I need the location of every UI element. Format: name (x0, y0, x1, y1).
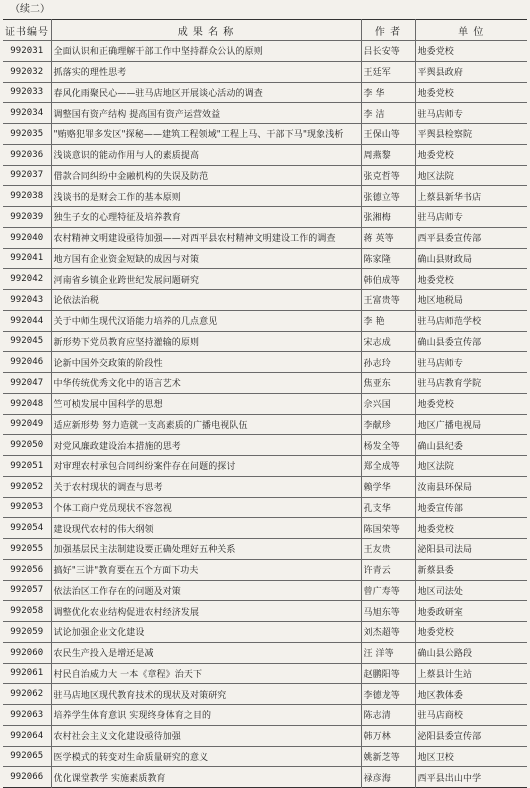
author-cell: 李 洁 (361, 103, 415, 124)
table-row (3, 248, 527, 269)
certificate-number-cell: 992060 (3, 642, 51, 663)
unit-cell: 西平县委宣传部 (415, 227, 527, 248)
certificate-number-cell: 992043 (3, 290, 51, 311)
unit-cell: 汝南县环保局 (415, 476, 527, 497)
author-cell: 王友贵 (361, 539, 415, 560)
table-row (3, 227, 527, 248)
author-cell: 姚新芝等 (361, 746, 415, 767)
certificate-number-cell: 992045 (3, 331, 51, 352)
certificate-number-cell: 992066 (3, 767, 51, 788)
achievement-title-cell: 浅谈意识的能动作用与人的素质提高 (51, 144, 361, 165)
author-cell: 王保山等 (361, 124, 415, 145)
unit-cell: 地委党校 (415, 269, 527, 290)
certificate-number-cell: 992033 (3, 82, 51, 103)
certificate-number-cell: 992052 (3, 476, 51, 497)
unit-cell: 泌阳县司法局 (415, 539, 527, 560)
unit-cell: 地委党校 (415, 622, 527, 643)
unit-cell: 地委党校 (415, 82, 527, 103)
unit-cell: 地区法院 (415, 456, 527, 477)
achievement-title-cell: 关于中师生现代汉语能力培养的几点意见 (51, 310, 361, 331)
certificate-number-cell: 992040 (3, 227, 51, 248)
certificate-number-cell: 992037 (3, 165, 51, 186)
certificate-number-cell: 992050 (3, 435, 51, 456)
achievement-title-cell: 对审理农村承包合同纠纷案件存在问题的探讨 (51, 456, 361, 477)
table-row (3, 767, 527, 788)
unit-cell: 地委党校 (415, 393, 527, 414)
achievement-title-cell: 抓落实的理性思考 (51, 61, 361, 82)
table-row (3, 476, 527, 497)
unit-cell: 上蔡县计生站 (415, 663, 527, 684)
author-cell: 李 艳 (361, 310, 415, 331)
table-row (3, 684, 527, 705)
certificate-number-cell: 992041 (3, 248, 51, 269)
certificate-number-cell: 992044 (3, 310, 51, 331)
achievement-title-cell: 适应新形势 努力造就一支高素质的广播电视队伍 (51, 414, 361, 435)
table-row (3, 186, 527, 207)
table-row (3, 290, 527, 311)
certificate-number-cell: 992064 (3, 725, 51, 746)
author-cell: 李 华 (361, 82, 415, 103)
author-cell: 李德龙等 (361, 684, 415, 705)
certificate-number-cell: 992034 (3, 103, 51, 124)
author-cell: 孔支华 (361, 497, 415, 518)
unit-cell: 确山县公路段 (415, 642, 527, 663)
certificate-number-cell: 992065 (3, 746, 51, 767)
achievement-title-cell: 独生子女的心理特征及培养教育 (51, 207, 361, 228)
certificate-number-cell: 992036 (3, 144, 51, 165)
certificate-number-cell: 992038 (3, 186, 51, 207)
table-row (3, 746, 527, 767)
certificate-number-cell: 992056 (3, 559, 51, 580)
author-cell: 王富贵等 (361, 290, 415, 311)
unit-cell: 地委政研室 (415, 601, 527, 622)
unit-cell: 确山县财政局 (415, 248, 527, 269)
table-header-row (3, 20, 527, 41)
author-cell: 孙志玲 (361, 352, 415, 373)
achievement-title-cell: 加强基层民主法制建设要正确处理好五种关系 (51, 539, 361, 560)
author-cell: 赵鹏阳等 (361, 663, 415, 684)
unit-cell: 地区法院 (415, 165, 527, 186)
author-cell: 杨发全等 (361, 435, 415, 456)
unit-cell: 驻马店教育学院 (415, 373, 527, 394)
certificate-number-cell: 992035 (3, 124, 51, 145)
achievement-title-cell: 中华传统优秀文化中的语言艺术 (51, 373, 361, 394)
table-row (3, 622, 527, 643)
achievement-title-cell: 河南省乡镇企业跨世纪发展问题研究 (51, 269, 361, 290)
author-cell: 蒋 英等 (361, 227, 415, 248)
author-cell: 韩伯成等 (361, 269, 415, 290)
unit-cell: 平舆县检察院 (415, 124, 527, 145)
achievement-title-cell: 个体工商户党员现状不容忽视 (51, 497, 361, 518)
certificate-number-cell: 992057 (3, 580, 51, 601)
certificate-number-cell: 992055 (3, 539, 51, 560)
table-row (3, 705, 527, 726)
table-row (3, 331, 527, 352)
unit-cell: 确山县纪委 (415, 435, 527, 456)
achievement-title-cell: 农民生产投入是增还是减 (51, 642, 361, 663)
unit-cell: 地区广播电视局 (415, 414, 527, 435)
certificate-number-cell: 992049 (3, 414, 51, 435)
achievement-title-cell: 优化课堂教学 实施素质教育 (51, 767, 361, 788)
achievement-title-cell: 浅谈书的是财会工作的基本原则 (51, 186, 361, 207)
unit-cell: 驻马店师范学校 (415, 310, 527, 331)
author-cell: 赖学华 (361, 476, 415, 497)
unit-cell: 驻马店师专 (415, 103, 527, 124)
table-row (3, 414, 527, 435)
author-cell: 禄彦海 (361, 767, 415, 788)
table-row (3, 269, 527, 290)
achievement-title-cell: 驻马店地区现代教育技术的现状及对策研究 (51, 684, 361, 705)
certificate-number-cell: 992061 (3, 663, 51, 684)
unit-cell: 地委党校 (415, 144, 527, 165)
achievement-title-cell: 对党风廉政建设治本措施的思考 (51, 435, 361, 456)
author-cell: 陈家隆 (361, 248, 415, 269)
table-row (3, 103, 527, 124)
unit-cell: 泌阳县委宣传部 (415, 725, 527, 746)
unit-cell: 西平县出山中学 (415, 767, 527, 788)
achievement-title-cell: 农村社会主义文化建设亟待加强 (51, 725, 361, 746)
achievement-title-cell: 全面认识和正确理解干部工作中坚持群众公认的原则 (51, 41, 361, 62)
certificate-number-cell: 992031 (3, 41, 51, 62)
certificate-number-cell: 992032 (3, 61, 51, 82)
achievement-title-cell: 地方国有企业资金短缺的成因与对策 (51, 248, 361, 269)
table-row (3, 41, 527, 62)
unit-cell: 地区司法处 (415, 580, 527, 601)
header-certificate-number: 证书编号 (3, 20, 51, 41)
table-row (3, 124, 527, 145)
table-row (3, 393, 527, 414)
achievements-table (3, 19, 527, 788)
table-row (3, 559, 527, 580)
table-row (3, 310, 527, 331)
author-cell: 吕长安等 (361, 41, 415, 62)
author-cell: 汪 洋等 (361, 642, 415, 663)
unit-cell: 确山县委宣传部 (415, 331, 527, 352)
table-row (3, 518, 527, 539)
certificate-number-cell: 992059 (3, 622, 51, 643)
author-cell: 王廷军 (361, 61, 415, 82)
unit-cell: 上蔡县新华书店 (415, 186, 527, 207)
unit-cell: 地区卫校 (415, 746, 527, 767)
unit-cell: 驻马店师专 (415, 207, 527, 228)
achievement-title-cell: 依法治区工作存在的问题及对策 (51, 580, 361, 601)
author-cell: 陈志清 (361, 705, 415, 726)
author-cell: 曾广寿等 (361, 580, 415, 601)
table-row (3, 725, 527, 746)
achievement-title-cell: 试论加强企业文化建设 (51, 622, 361, 643)
certificate-number-cell: 992054 (3, 518, 51, 539)
achievement-title-cell: 关于农村现状的调查与思考 (51, 476, 361, 497)
certificate-number-cell: 992042 (3, 269, 51, 290)
author-cell: 周燕黎 (361, 144, 415, 165)
achievement-title-cell: 培养学生体育意识 实现终身体育之目的 (51, 705, 361, 726)
author-cell: 佘兴国 (361, 393, 415, 414)
unit-cell: 地委党校 (415, 518, 527, 539)
table-row (3, 373, 527, 394)
table-row (3, 663, 527, 684)
author-cell: 许青云 (361, 559, 415, 580)
table-row (3, 207, 527, 228)
table-row (3, 61, 527, 82)
unit-cell: 地委宣传部 (415, 497, 527, 518)
table-row (3, 497, 527, 518)
unit-cell: 驻马店师专 (415, 352, 527, 373)
table-row (3, 435, 527, 456)
achievement-title-cell: 搞好"三讲"教育要在五个方面下功夫 (51, 559, 361, 580)
table-row (3, 144, 527, 165)
table-row (3, 642, 527, 663)
author-cell: 张湘梅 (361, 207, 415, 228)
author-cell: 张德立等 (361, 186, 415, 207)
certificate-number-cell: 992046 (3, 352, 51, 373)
header-achievement-title: 成 果 名 称 (51, 20, 361, 41)
unit-cell: 平舆县政府 (415, 61, 527, 82)
author-cell: 李献珍 (361, 414, 415, 435)
unit-cell: 新蔡县委 (415, 559, 527, 580)
author-cell: 陈国荣等 (361, 518, 415, 539)
author-cell: 韩万林 (361, 725, 415, 746)
unit-cell: 地区教体委 (415, 684, 527, 705)
table-row (3, 456, 527, 477)
header-unit: 单 位 (415, 20, 527, 41)
author-cell: 马旭东等 (361, 601, 415, 622)
unit-cell: 地区地税局 (415, 290, 527, 311)
achievement-title-cell: 调整优化农业结构促进农村经济发展 (51, 601, 361, 622)
achievement-title-cell: "贿赂犯罪多发区"探秘——建筑工程领域"工程上马、干部下马"现象浅析 (51, 124, 361, 145)
table-row (3, 352, 527, 373)
certificate-number-cell: 992048 (3, 393, 51, 414)
achievement-title-cell: 调整国有资产结构 提高国有资产运营效益 (51, 103, 361, 124)
author-cell: 张克哲等 (361, 165, 415, 186)
achievement-title-cell: 借款合同纠纷中金融机构的失误及防范 (51, 165, 361, 186)
unit-cell: 驻马店商校 (415, 705, 527, 726)
achievement-title-cell: 论依法治税 (51, 290, 361, 311)
continued-caption: （续二） (10, 4, 50, 15)
achievement-title-cell: 春风化雨聚民心——驻马店地区开展谈心活动的调查 (51, 82, 361, 103)
achievement-title-cell: 新形势下党员教育应坚持灌输的原则 (51, 331, 361, 352)
achievement-title-cell: 村民自治威力大 一本《章程》治天下 (51, 663, 361, 684)
table-row (3, 601, 527, 622)
author-cell: 郑全成等 (361, 456, 415, 477)
achievement-title-cell: 医学模式的转变对生命质量研究的意义 (51, 746, 361, 767)
author-cell: 宋志成 (361, 331, 415, 352)
certificate-number-cell: 992039 (3, 207, 51, 228)
certificate-number-cell: 992058 (3, 601, 51, 622)
table-row (3, 82, 527, 103)
author-cell: 焦亚东 (361, 373, 415, 394)
table-row (3, 580, 527, 601)
certificate-number-cell: 992047 (3, 373, 51, 394)
author-cell: 刘杰超等 (361, 622, 415, 643)
achievement-title-cell: 农村精神文明建设亟待加强——对西平县农村精神文明建设工作的调查 (51, 227, 361, 248)
certificate-number-cell: 992051 (3, 456, 51, 477)
table-row (3, 539, 527, 560)
achievement-title-cell: 论新中国外交政策的阶段性 (51, 352, 361, 373)
table-row (3, 165, 527, 186)
unit-cell: 地委党校 (415, 41, 527, 62)
achievement-title-cell: 竺可桢发展中国科学的思想 (51, 393, 361, 414)
certificate-number-cell: 992053 (3, 497, 51, 518)
achievement-title-cell: 建设现代农村的伟大纲领 (51, 518, 361, 539)
header-author: 作 者 (361, 20, 415, 41)
certificate-number-cell: 992062 (3, 684, 51, 705)
certificate-number-cell: 992063 (3, 705, 51, 726)
